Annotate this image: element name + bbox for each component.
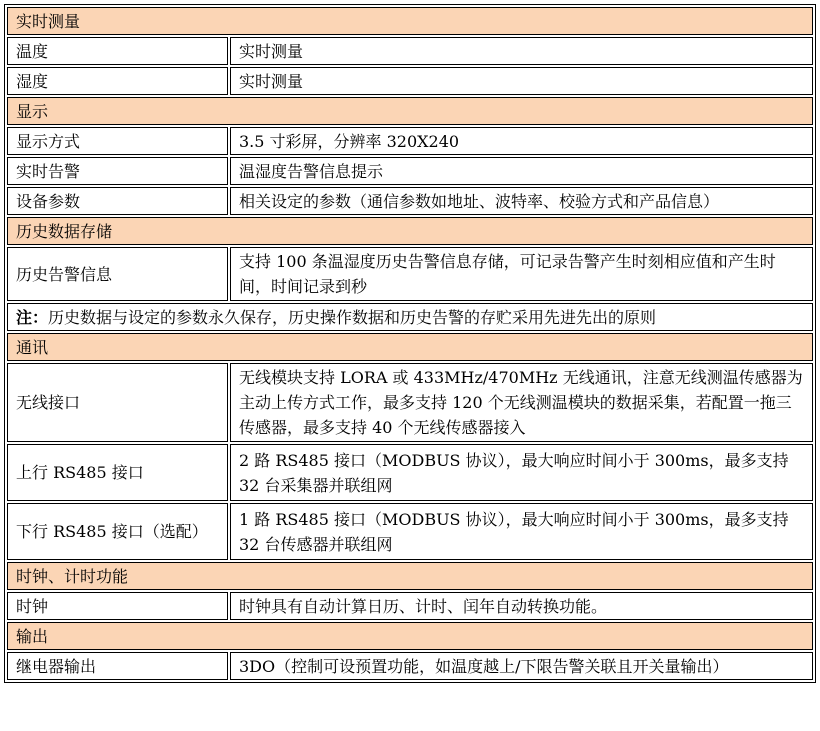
row-value: 相关设定的参数（通信参数如地址、波特率、校验方式和产品信息） xyxy=(230,187,813,215)
row-value: 1 路 RS485 接口（MODBUS 协议），最大响应时间小于 300ms，最多支持 32 台传感器并联组网 xyxy=(230,503,813,560)
section-title: 输出 xyxy=(7,622,813,650)
note-label: 注： xyxy=(16,307,49,327)
table-row xyxy=(7,503,813,560)
section-header-realtime xyxy=(7,7,813,35)
row-value: 时钟具有自动计算日历、计时、闰年自动转换功能。 xyxy=(230,592,813,620)
row-value: 温湿度告警信息提示 xyxy=(230,157,813,185)
row-label: 温度 xyxy=(7,37,228,65)
table-row xyxy=(7,592,813,620)
section-title: 显示 xyxy=(7,97,813,125)
row-label: 设备参数 xyxy=(7,187,228,215)
row-label: 时钟 xyxy=(7,592,228,620)
row-label: 历史告警信息 xyxy=(7,247,228,301)
row-value: 实时测量 xyxy=(230,37,813,65)
row-label: 无线接口 xyxy=(7,363,228,442)
note-row xyxy=(7,303,813,331)
table-row xyxy=(7,37,813,65)
section-header-output xyxy=(7,622,813,650)
table-row xyxy=(7,247,813,301)
row-label: 湿度 xyxy=(7,67,228,95)
row-value: 无线模块支持 LORA 或 433MHz/470MHz 无线通讯，注意无线测温传感器为主动上传方式工作，最多支持 120 个无线测温模块的数据采集，若配置一拖三传感器，最多支持 40 个无线传感器接入 xyxy=(230,363,813,442)
table-row xyxy=(7,187,813,215)
row-value: 3.5 寸彩屏，分辨率 320X240 xyxy=(230,127,813,155)
table-row xyxy=(7,67,813,95)
row-label: 下行 RS485 接口（选配） xyxy=(7,503,228,560)
section-header-clock xyxy=(7,562,813,590)
row-label: 上行 RS485 接口 xyxy=(7,444,228,501)
section-title: 历史数据存储 xyxy=(7,217,813,245)
section-title: 实时测量 xyxy=(7,7,813,35)
table-row xyxy=(7,444,813,501)
section-header-history xyxy=(7,217,813,245)
row-label: 实时告警 xyxy=(7,157,228,185)
row-value: 2 路 RS485 接口（MODBUS 协议），最大响应时间小于 300ms，最多支持 32 台采集器并联组网 xyxy=(230,444,813,501)
table-row xyxy=(7,127,813,155)
row-value: 实时测量 xyxy=(230,67,813,95)
note-text: 历史数据与设定的参数永久保存，历史操作数据和历史告警的存贮采用先进先出的原则 xyxy=(48,307,657,327)
spec-table xyxy=(4,4,816,683)
table-row xyxy=(7,652,813,680)
row-value: 3DO（控制可设预置功能，如温度越上/下限告警关联且开关量输出） xyxy=(230,652,813,680)
row-value: 支持 100 条温湿度历史告警信息存储，可记录告警产生时刻相应值和产生时间，时间记录到秒 xyxy=(230,247,813,301)
row-label: 继电器输出 xyxy=(7,652,228,680)
section-header-comm xyxy=(7,333,813,361)
note-cell xyxy=(7,303,813,331)
row-label: 显示方式 xyxy=(7,127,228,155)
section-header-display xyxy=(7,97,813,125)
table-row xyxy=(7,157,813,185)
table-row xyxy=(7,363,813,442)
section-title: 时钟、计时功能 xyxy=(7,562,813,590)
section-title: 通讯 xyxy=(7,333,813,361)
